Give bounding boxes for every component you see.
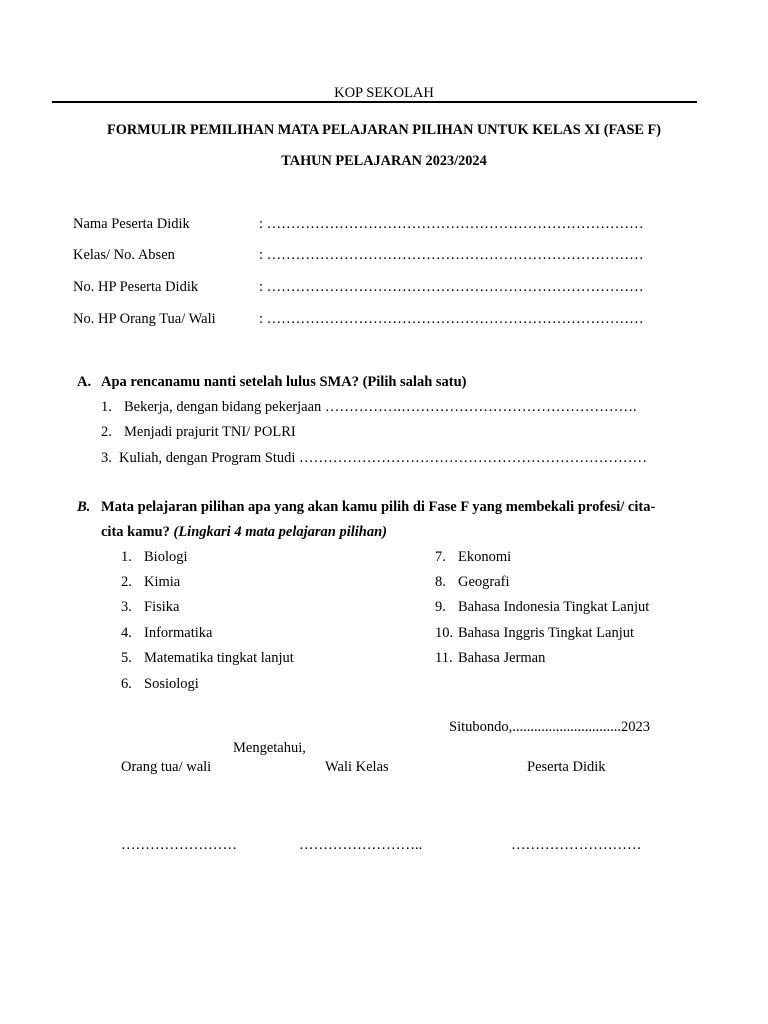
field-blank-class: : …………………………………………………………………… xyxy=(259,247,644,263)
subject-ekonomi: Ekonomi xyxy=(458,549,512,565)
subject-kimia: Kimia xyxy=(144,574,181,590)
form-title: FORMULIR PEMILIHAN MATA PELAJARAN PILIHAN UNTUK KELAS XI (FASE F) xyxy=(106,122,662,138)
subject-num: 10. xyxy=(435,625,454,641)
section-a-option-military: Menjadi prajurit TNI/ POLRI xyxy=(124,424,296,440)
field-label-student-name: Nama Peserta Didik xyxy=(73,216,190,232)
subject-informatika: Informatika xyxy=(144,625,213,641)
subject-fisika: Fisika xyxy=(144,599,180,615)
section-a-question: Apa rencanamu nanti setelah lulus SMA? (Pilih salah satu) xyxy=(101,374,467,390)
section-b-question-line1: Mata pelajaran pilihan apa yang akan kamu pilih di Fase F yang membekali profesi/ cita- xyxy=(101,499,656,515)
subject-num: 1. xyxy=(121,549,132,565)
subject-biologi: Biologi xyxy=(144,549,188,565)
subject-geografi: Geografi xyxy=(458,574,510,590)
subject-num: 8. xyxy=(435,574,446,590)
field-label-student-phone: No. HP Peserta Didik xyxy=(73,279,199,295)
place-date: Situbondo,..............................2023 xyxy=(449,719,650,735)
section-b-question-end: cita kamu? xyxy=(101,524,170,540)
section-a-option-num: 1. xyxy=(101,399,112,415)
subject-num: 11. xyxy=(435,650,453,666)
school-letterhead: KOP SEKOLAH xyxy=(334,85,434,101)
subject-sosiologi: Sosiologi xyxy=(144,676,199,692)
section-a-option-num: 3. xyxy=(101,450,112,466)
subject-num: 7. xyxy=(435,549,446,565)
section-b-marker: B. xyxy=(77,499,91,515)
section-b-instruction: (Lingkari 4 mata pelajaran pilihan) xyxy=(173,524,387,540)
field-blank-student-phone: : …………………………………………………………………… xyxy=(259,279,644,295)
subject-num: 3. xyxy=(121,599,132,615)
section-a-marker: A. xyxy=(77,374,92,390)
letterhead-rule xyxy=(52,101,697,103)
student-signature-label: Peserta Didik xyxy=(527,759,606,775)
parent-signature-line: …………………… xyxy=(121,837,237,853)
section-a-option-num: 2. xyxy=(101,424,112,440)
acknowledged-label: Mengetahui, xyxy=(233,740,306,756)
homeroom-teacher-signature-label: Wali Kelas xyxy=(325,759,389,775)
subject-num: 5. xyxy=(121,650,132,666)
student-signature-line: ……………………… xyxy=(511,837,642,853)
section-b-question-line2 xyxy=(101,523,387,541)
section-a-option-work: Bekerja, dengan bidang pekerjaan …………….…………………………………………. xyxy=(124,399,637,415)
subject-num: 2. xyxy=(121,574,132,590)
section-a-option-college: Kuliah, dengan Program Studi ……………………………………………………………… xyxy=(119,450,648,466)
subject-num: 4. xyxy=(121,625,132,641)
field-blank-student-name: : …………………………………………………………………… xyxy=(259,216,644,232)
subject-bahasa-indonesia-lanjut: Bahasa Indonesia Tingkat Lanjut xyxy=(458,599,650,615)
subject-bahasa-jerman: Bahasa Jerman xyxy=(458,650,546,666)
parent-signature-label: Orang tua/ wali xyxy=(121,759,212,775)
subject-num: 6. xyxy=(121,676,132,692)
academic-year-title: TAHUN PELAJARAN 2023/2024 xyxy=(281,153,487,169)
subject-bahasa-inggris-lanjut: Bahasa Inggris Tingkat Lanjut xyxy=(458,625,635,641)
field-label-class: Kelas/ No. Absen xyxy=(73,247,175,263)
subject-matematika-lanjut: Matematika tingkat lanjut xyxy=(144,650,294,666)
subject-num: 9. xyxy=(435,599,446,615)
field-label-parent-phone: No. HP Orang Tua/ Wali xyxy=(73,311,216,327)
homeroom-teacher-signature-line: …………………….. xyxy=(299,837,423,853)
field-blank-parent-phone: : …………………………………………………………………… xyxy=(259,311,644,327)
